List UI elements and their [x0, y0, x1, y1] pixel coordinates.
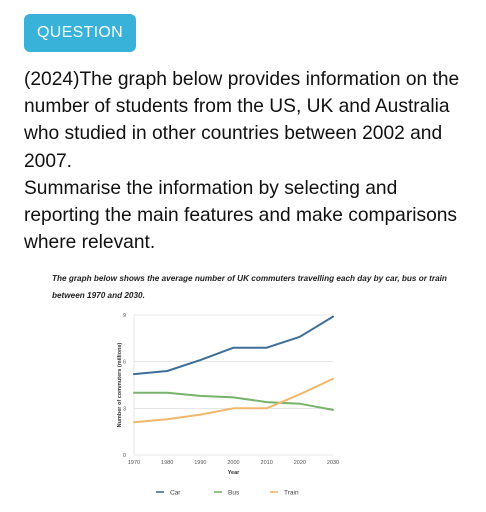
- y-tick-label: 6: [122, 359, 126, 366]
- legend-label-train: Train: [284, 489, 299, 497]
- x-tick-label: 1990: [194, 460, 207, 466]
- y-tick-label: 9: [122, 313, 126, 319]
- question-badge: QUESTION: [24, 14, 136, 52]
- y-tick-label: 3: [122, 406, 126, 413]
- question-text: [24, 66, 474, 256]
- x-tick-label: 2030: [326, 460, 340, 466]
- legend-label-bus: Bus: [228, 489, 240, 497]
- chart-caption: The graph below shows the average number of UK commuters travelling each day by car, bus or train between 1970 and 2030.: [52, 274, 447, 300]
- x-tick-label: 2020: [293, 460, 306, 466]
- question-task: Summarise the information by selecting and reporting the main features and make comparisons where relevant.: [24, 177, 458, 254]
- x-tick-label: 1980: [161, 460, 174, 466]
- y-tick-label: 0: [122, 453, 126, 459]
- line-chart: [0, 300, 486, 512]
- legend-label-car: Car: [170, 489, 181, 497]
- x-tick-label: 2010: [260, 460, 273, 466]
- y-axis-title: Number of commuters (millions): [117, 342, 123, 428]
- question-intro: (2024)The graph below provides information on the number of students from the US, UK and Australia who studied in other countries between 2002 and 2007.: [24, 69, 460, 172]
- series-line-train: [134, 379, 333, 423]
- x-tick-label: 1970: [127, 460, 141, 466]
- x-tick-label: 2000: [227, 460, 240, 466]
- x-axis-title: Year: [227, 470, 240, 476]
- series-line-car: [134, 317, 333, 375]
